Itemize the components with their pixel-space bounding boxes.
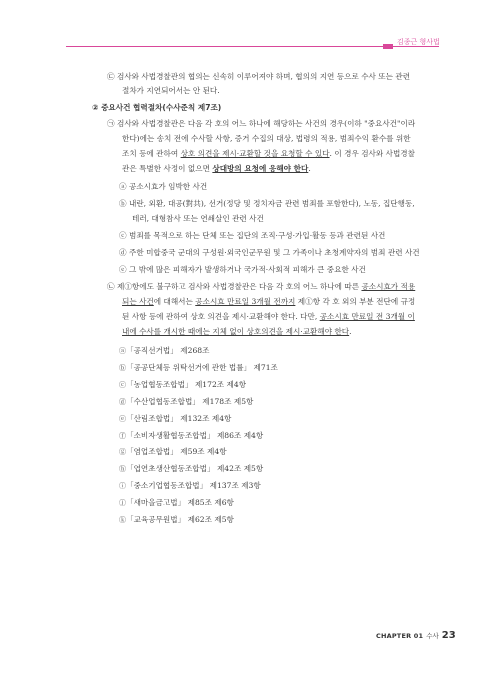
law-article: 제59조 제4항: [177, 447, 227, 457]
law-article: 제42조 제5항: [214, 464, 264, 474]
underlined-text: 공소시효가 적용: [361, 282, 416, 291]
text: 된 사항 등에 관하여 상호 의견을 제시·교환해야 한다. 다만,: [122, 312, 320, 321]
paragraph-important-line3: [122, 149, 415, 159]
text: ㉢ 검사와 사법경찰관의 협의는 신속히 이루어져야 하며, 협의의 지연 등으로 수사 또는 관련: [107, 72, 411, 81]
text: 에 대해서는: [153, 297, 196, 306]
text: ㉡ 제①항에도 불구하고 검사와 사법경찰관은 다음 각 호의 어느 하나에 따른: [107, 282, 362, 291]
underlined-bold-text: 상대방의 요청에 응해야 한다: [212, 164, 309, 173]
law-item-marker: ⓙ: [119, 499, 126, 508]
law-list-item: [119, 498, 234, 508]
paragraph-important-line4: [122, 164, 311, 174]
law-item-marker: ⓑ: [119, 363, 126, 372]
section-heading-important-cases: ② 중요사건 협력절차(수사준칙 제7조): [92, 103, 222, 112]
law-item-marker: ⓒ: [119, 380, 126, 389]
footer-chapter: CHAPTER 01: [376, 632, 424, 640]
underlined-text: 공소시효 만료일 전 3개월 이: [319, 312, 415, 321]
law-article: 제132조 제4항: [177, 413, 232, 423]
law-article: 제85조 제6항: [185, 498, 234, 508]
law-list-item: [119, 397, 253, 407]
law-name: 「염업조합법」: [126, 447, 178, 457]
law-item-marker: ⓓ: [119, 397, 126, 406]
law-name: 「공공단체등 위탁선거에 관한 법률」: [126, 362, 252, 372]
law-list-item: [119, 464, 263, 474]
law-item-marker: ⓔ: [119, 414, 126, 423]
underlined-text: 공소시효 만료일 3개월 전까지: [195, 297, 296, 306]
law-name: 「산림조합법」: [126, 413, 178, 423]
law-list-item: [119, 431, 263, 441]
paragraph-important-line1: ㉠ 검사와 사법경찰관은 다음 각 호의 어느 하나에 해당하는 사건의 경우(이하 "중요사건"이라: [107, 119, 416, 128]
text: 제①항 각 호 외의 부분 전단에 규정: [295, 297, 416, 306]
law-article: 제71조: [251, 362, 278, 372]
paragraph-important-line2: 한다)에는 송치 전에 수사할 사항, 증거 수집의 대상, 법령의 적용, 범죄수익 환수를 위한: [122, 134, 411, 143]
underlined-text: 상호 의견을 제시·교환할 것을 요청할 수 있다: [180, 149, 330, 158]
law-name: 「공직선거법」: [126, 346, 178, 355]
law-item-marker: ⓖ: [119, 448, 126, 457]
paragraph-statute-line1: [107, 282, 415, 292]
paragraph-statute-line2: [122, 297, 415, 307]
list-item-b-line1: ⓑ 내란, 외환, 대공(對共), 선거(정당 및 정치자금 관련 범죄를 포함한다), 노동, 집단행동,: [119, 199, 415, 208]
list-item-e: ⓔ 그 밖에 많은 피해자가 발생하거나 국가적·사회적 피해가 큰 중요한 사건: [119, 265, 366, 274]
law-name: 「새마을금고법」: [126, 498, 186, 508]
law-name: 「교육공무원법」: [126, 515, 186, 524]
law-article: 제172조 제4항: [192, 379, 247, 389]
underlined-text: 지체 없이 상호의견을 제시·교환해야 한다: [209, 327, 350, 336]
text: 절차가 지연되어서는 안 된다.: [122, 86, 220, 95]
list-item-b-line2: 테러, 대형참사 또는 연쇄살인 관련 사건: [132, 214, 264, 223]
law-list-item: [119, 414, 231, 424]
text: . 이 경우 검사와 사법경찰: [329, 149, 415, 158]
paragraph-statute-line3: [122, 312, 415, 322]
law-list-item: [119, 481, 261, 491]
text: 조치 등에 관하여: [122, 149, 181, 158]
law-name: 「농업협동조합법」: [126, 379, 193, 389]
list-item-c: ⓒ 범죄를 목적으로 하는 단체 또는 집단의 조직·구성·가입·활동 등과 관련된 사건: [119, 231, 386, 240]
footer-section: 수사: [426, 632, 439, 640]
law-list-item: [119, 515, 234, 525]
page-footer: [376, 629, 456, 642]
page-number: 23: [441, 630, 456, 641]
text: 관은 특별한 사정이 없으면: [122, 164, 213, 173]
law-article: 제62조 제5항: [185, 515, 234, 524]
law-list-item: [119, 346, 209, 356]
running-header-author: 김종근 형사법: [397, 38, 440, 46]
law-name: 「소비자생활협동조합법」: [126, 430, 215, 440]
text: .: [308, 164, 311, 173]
law-article: 제268조: [177, 346, 210, 355]
law-item-marker: ⓘ: [119, 482, 126, 491]
underlined-text: 내에 수사를 개시한 때에는: [122, 327, 210, 336]
paragraph-consultation-line1: [107, 72, 410, 82]
law-list-item: [119, 447, 227, 457]
law-item-marker: ⓚ: [119, 516, 126, 524]
underlined-text: 되는 사건: [122, 297, 154, 306]
list-item-d: ⓓ 주한 미합중국 군대의 구성원·외국인군무원 및 그 가족이나 초청계약자의 범죄 관련 사건: [119, 248, 420, 257]
list-item-a: ⓐ 공소시효가 임박한 사건: [119, 182, 208, 191]
law-name: 「엽연초생산협동조합법」: [126, 464, 215, 474]
paragraph-statute-line4: [122, 327, 352, 337]
law-item-marker: ⓐ: [119, 347, 126, 355]
paragraph-consultation-line2: [122, 86, 220, 96]
law-article: 제86조 제4항: [214, 430, 264, 440]
law-list-item: [119, 380, 246, 390]
law-name: 「중소기업협동조합법」: [126, 481, 208, 491]
law-item-marker: ⓕ: [119, 431, 126, 440]
law-article: 제137조 제3항: [207, 481, 261, 491]
text: .: [349, 327, 352, 336]
header-accent-bar: [383, 44, 393, 49]
law-list-item: [119, 363, 278, 373]
law-article: 제178조 제5항: [199, 396, 254, 406]
law-name: 「수산업협동조합법」: [126, 396, 200, 406]
law-item-marker: ⓗ: [119, 465, 126, 474]
